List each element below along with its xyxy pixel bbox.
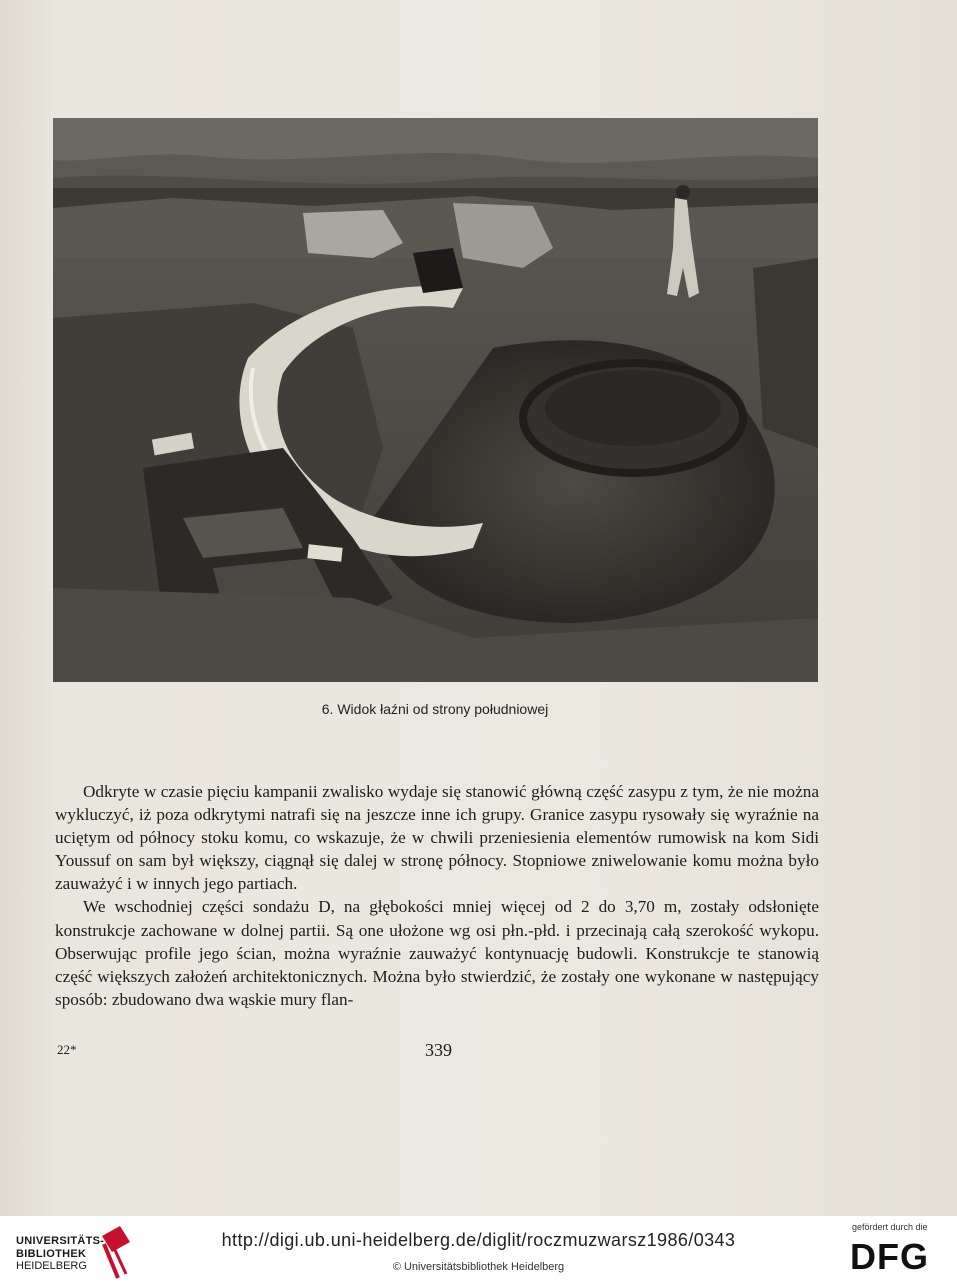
dfg-logo-icon (848, 1235, 946, 1277)
figure-caption: 6. Widok łaźni od strony południowej (321, 701, 549, 717)
permalink-url[interactable]: http://digi.ub.uni-heidelberg.de/diglit/roczmuzwarsz1986/0343 (221, 1230, 736, 1250)
paragraph-2: We wschodniej części sondażu D, na głębokości mniej więcej od 2 do 3,70 m, zostały odsłonięte konstrukcje zachowane w dolnej partii. Są one ułożone wg osi płn.-płd. i przecinają całą szerokość wykopu. Obserwując profile jego ścian, można wyraźnie zauważyć kontynuację budowli. Konstrukcje te stanowią część większych założeń architektonicznych. Można było stwierdzić, że zostały one wykonane w następujący sposób: zbudowano dwa wąskie mury flan- (55, 897, 819, 1009)
library-name-line-1: UNIVERSITÄTS- (16, 1235, 105, 1247)
funding-label: gefördert durch die (852, 1222, 928, 1232)
digitization-footer (0, 1216, 957, 1285)
library-name-line-2: BIBLIOTHEK (16, 1247, 87, 1260)
library-name-line-3: HEIDELBERG (16, 1260, 87, 1272)
bath-ruins-photo-illustration (53, 118, 818, 682)
page-number: 339 (425, 1040, 452, 1060)
copyright-notice: © Universitätsbibliothek Heidelberg (392, 1261, 565, 1273)
paragraph-1: Odkryte w czasie pięciu kampanii zwalisko wydaje się stanowić główną część zasypu z tym, że nie można wykluczyć, iż poza odkrytymi natrafi się na jeszcze inne ich grupy. Granice zasypu rysowały się wyraźnie na uciętym od północy stoku komu, co wskazuje, że w chwili przeniesienia elementów rumowisk na kom Sidi Youssuf on sam był większy, ciągnął się dalej w stronę północy. Stopniowe zniwelowanie komu można było zauważyć i w innych jego partiach. (55, 782, 819, 894)
body-text (55, 780, 819, 1011)
excavation-photo (53, 118, 818, 682)
printer-signature: 22* (57, 1042, 77, 1057)
dfg-logo-text: DFG (850, 1236, 929, 1277)
